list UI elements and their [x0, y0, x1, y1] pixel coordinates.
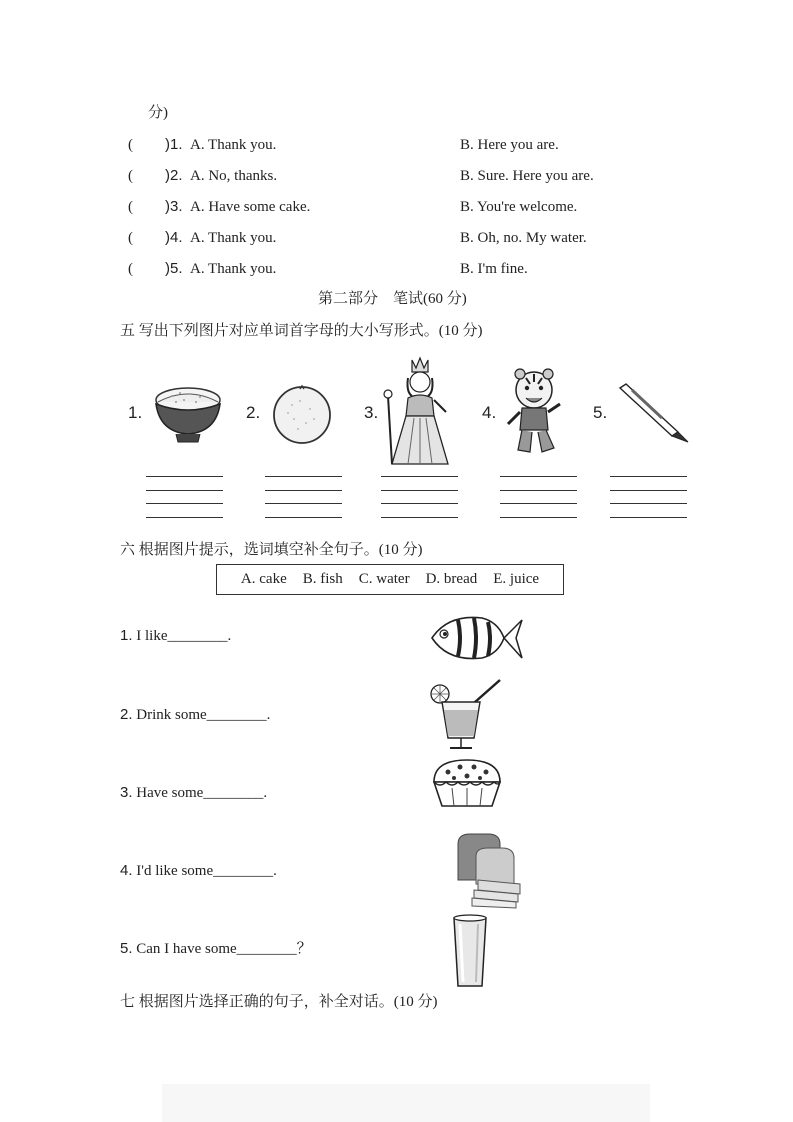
answer-paren: ( [128, 261, 133, 277]
word-bank-option: C. water [358, 571, 410, 587]
writing-line[interactable] [265, 490, 342, 491]
rice-bowl-icon [152, 382, 224, 444]
sentence-number: 5. [120, 940, 133, 957]
fish-icon [428, 610, 524, 666]
word-bank-option: E. juice [493, 571, 540, 587]
answer-paren: ( [128, 230, 133, 246]
writing-line[interactable] [146, 517, 223, 518]
sentence-number: 1. [120, 627, 133, 644]
picture-number: 1. [128, 403, 143, 422]
sentence-row [120, 706, 270, 724]
part2-title: 第二部分 笔试(60 分) [318, 291, 467, 307]
sentence-text: I'd like some________. [132, 863, 277, 879]
juice-glass-icon [428, 674, 504, 752]
picture-number: 4. [482, 403, 497, 422]
writing-line[interactable] [265, 517, 342, 518]
option-b: B. Here you are. [460, 137, 559, 153]
sentence-row [120, 627, 231, 645]
writing-line[interactable] [265, 476, 342, 477]
queen-icon [378, 356, 462, 468]
section5-title: 五 写出下列图片对应单词首字母的大小写形式。(10 分) [120, 323, 483, 339]
writing-line[interactable] [381, 490, 458, 491]
option-a: A. Thank you. [190, 261, 277, 277]
option-b: B. Oh, no. My water. [460, 230, 587, 246]
writing-line[interactable] [500, 490, 577, 491]
carryover-text: 分) [148, 105, 168, 121]
option-a: A. Thank you. [190, 137, 277, 153]
word-bank-option: D. bread [425, 571, 478, 587]
writing-line[interactable] [381, 517, 458, 518]
item-number: )5. [165, 260, 183, 277]
option-a: A. No, thanks. [190, 168, 278, 184]
item-number: )2. [165, 167, 183, 184]
option-b: B. Sure. Here you are. [460, 168, 594, 184]
orange-icon [270, 383, 334, 445]
option-b: B. I'm fine. [460, 261, 528, 277]
answer-paren: ( [128, 168, 133, 184]
sentence-row [120, 940, 312, 958]
item-number: )4. [165, 229, 183, 246]
sentence-text: Can I have some________？ [132, 941, 312, 957]
sentence-text: Have some________. [132, 785, 268, 801]
answer-paren: ( [128, 137, 133, 153]
picture-number: 3. [364, 403, 379, 422]
sentence-number: 2. [120, 706, 133, 723]
pen-icon [616, 382, 692, 444]
option-a: A. Have some cake. [190, 199, 311, 215]
word-bank-option: A. cake [240, 571, 287, 587]
writing-line[interactable] [610, 503, 687, 504]
option-b: B. You're welcome. [460, 199, 578, 215]
writing-line[interactable] [500, 503, 577, 504]
section6-title: 六 根据图片提示，选词填空补全句子。(10 分) [120, 542, 423, 558]
item-number: )3. [165, 198, 183, 215]
sentence-text: Drink some________. [132, 707, 271, 723]
writing-line[interactable] [146, 490, 223, 491]
writing-line[interactable] [610, 476, 687, 477]
writing-line[interactable] [610, 490, 687, 491]
writing-line[interactable] [146, 503, 223, 504]
sentence-number: 4. [120, 862, 133, 879]
option-a: A. Thank you. [190, 230, 277, 246]
sentence-row [120, 784, 267, 802]
picture-number: 2. [246, 403, 261, 422]
word-bank-option: B. fish [302, 571, 343, 587]
writing-line[interactable] [146, 476, 223, 477]
sentence-text: I like________. [132, 628, 232, 644]
bread-loaf-icon [452, 830, 524, 910]
writing-line[interactable] [500, 517, 577, 518]
writing-line[interactable] [381, 503, 458, 504]
item-number: )1. [165, 136, 183, 153]
faded-bottom-region [162, 1084, 650, 1122]
tiger-icon [504, 366, 564, 456]
picture-number: 5. [593, 403, 608, 422]
cupcake-icon [430, 758, 504, 810]
answer-paren: ( [128, 199, 133, 215]
sentence-row [120, 862, 277, 880]
section7-title: 七 根据图片选择正确的句子，补全对话。(10 分) [120, 994, 438, 1010]
water-glass-icon [450, 914, 490, 990]
writing-line[interactable] [381, 476, 458, 477]
writing-line[interactable] [500, 476, 577, 477]
writing-line[interactable] [265, 503, 342, 504]
sentence-number: 3. [120, 784, 133, 801]
writing-line[interactable] [610, 517, 687, 518]
word-bank [216, 564, 564, 595]
